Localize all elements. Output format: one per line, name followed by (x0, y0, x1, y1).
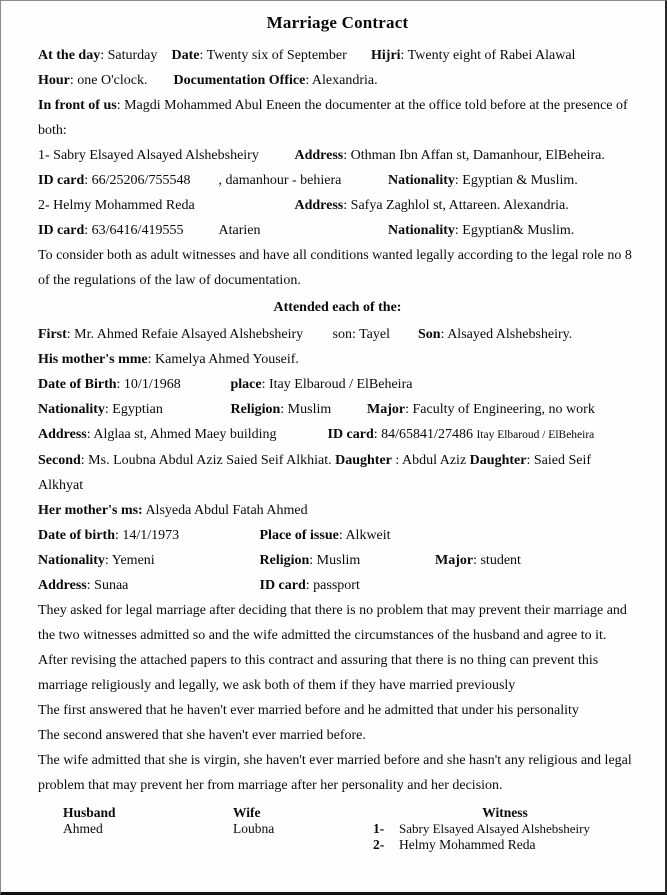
wife-mother-label: Her mother's ms: (38, 503, 143, 518)
witness2-nationality-field (388, 218, 574, 243)
husband-major-field (367, 397, 595, 422)
wife-signature-name: Loubna (233, 821, 275, 836)
wife-idcard-field (260, 573, 360, 598)
line-witness2-id (38, 218, 637, 243)
husband-idcard-extra: Itay Elbaroud / ElBeheira (476, 429, 595, 441)
line-wife-address (38, 573, 637, 598)
husband-nationality-value: : Egyptian (104, 402, 163, 417)
in-front-of-us-label: In front of us (38, 98, 117, 113)
witness2-idcard-label: ID card (38, 223, 85, 238)
husband-son-value: : Tayel (351, 327, 390, 342)
husband-idcard-field (328, 422, 595, 448)
at-the-day-value: : Saturday (100, 48, 158, 63)
witness2-nationality-label: Nationality (388, 223, 455, 238)
wife-daughter1-value: : Abdul Aziz (391, 453, 470, 468)
wife-major-value: : student (473, 553, 521, 568)
husband-son-label: son (332, 327, 352, 342)
clause-wife-admitted: The wife admitted that she is virgin, she haven't ever married before and she hasn't any religious and legal problem that may prevent her from marriage after her personality and her decision. (38, 753, 632, 793)
line-husband-mother (38, 347, 637, 372)
witness2-signature-name: Helmy Mohammed Reda (399, 837, 536, 852)
witness-clause-paragraph: To consider both as adult witnesses and have all conditions wanted legally according to the legal role no 8 of the regulations of the law of documentation. (38, 248, 632, 288)
line-hour-office (38, 68, 637, 93)
husband-signature-name: Ahmed (63, 821, 103, 836)
wife-address-value: : Sunaa (86, 578, 129, 593)
witness1-signature-row (373, 821, 637, 837)
witness2-nationality-value: : Egyptian& Muslim. (454, 223, 575, 238)
wife-second-label: Second (38, 453, 81, 468)
witness2-address-label: Address (294, 198, 344, 213)
line-husband-address (38, 422, 637, 448)
wife-idcard-value: : passport (305, 578, 360, 593)
wife-idcard-label: ID card (259, 578, 306, 593)
witness1-nationality-value: : Egyptian & Muslim. (454, 173, 578, 188)
husband-idcard-value: : 84/65841/27486 (373, 427, 477, 442)
witness2-signature-row (373, 837, 637, 853)
husband-place-label: place (230, 377, 262, 392)
husband-dob-label: Date of Birth (38, 377, 117, 392)
witness1-address-field (295, 143, 605, 168)
clause-second-answered: The second answered that she haven't ever married before. (38, 728, 366, 743)
wife-issue-value: : Alkweit (338, 528, 391, 543)
witness1-number: 1- (373, 821, 385, 836)
witness2-idcard-value: : 63/6416/419555 (84, 223, 184, 238)
husband-address-field (38, 422, 324, 447)
husband-dob-value: : 10/1/1968 (116, 377, 181, 392)
line-day-date-hijri (38, 43, 637, 68)
husband-dob-field (38, 372, 227, 397)
wife-dob-value: : 14/1/1973 (115, 528, 180, 543)
clause-first-answered: The first answered that he haven't ever married before and he admitted that under his personality (38, 703, 579, 718)
husband-religion-value: : Muslim (280, 402, 332, 417)
wife-signature-column (233, 805, 373, 853)
line-witness1-id (38, 168, 637, 193)
husband-first-field (38, 322, 329, 347)
witness2-number: 2- (373, 837, 385, 852)
hijri-field (371, 43, 575, 68)
witness2-idcard-field (38, 218, 215, 243)
witness2-address-field (295, 193, 569, 218)
husband-nationality-field (38, 397, 227, 422)
husband-religion-label: Religion (230, 402, 281, 417)
husband-mother-value: : Kamelya Ahmed Youseif. (147, 352, 299, 367)
wife-issue-field (260, 523, 391, 548)
attended-heading: Attended each of the: (273, 300, 402, 315)
witness1-address-label: Address (294, 148, 344, 163)
husband-nationality-label: Nationality (38, 402, 105, 417)
wife-religion-label: Religion (259, 553, 310, 568)
wife-dob-field (38, 523, 256, 548)
wife-address-label: Address (38, 578, 87, 593)
line-husband-first (38, 322, 637, 347)
witness1-name: 1- Sabry Elsayed Alsayed Alshebsheiry (38, 148, 259, 163)
wife-religion-field (260, 548, 432, 573)
witness2-name: 2- Helmy Mohammed Reda (38, 198, 195, 213)
wife-nationality-value: : Yemeni (104, 553, 155, 568)
wife-daughter2-label: Daughter (469, 453, 527, 468)
wife-signature-header: Wife (233, 805, 261, 820)
documentation-office-value: : Alexandria. (305, 73, 378, 88)
documentation-office-field (174, 68, 378, 93)
at-the-day-label: At the day (38, 48, 101, 63)
hour-field (38, 68, 170, 93)
witness1-nationality-field (388, 168, 578, 193)
husband-major-value: : Faculty of Engineering, no work (405, 402, 595, 417)
wife-dob-label: Date of birth (38, 528, 115, 543)
in-front-of-us-value: : Magdi Mohammed Abul Eneen the documenter at the office told before at the presence of both: (38, 98, 628, 138)
hijri-label: Hijri (371, 48, 401, 63)
clause-asked-for-marriage: They asked for legal marriage after deciding that there is no problem that may prevent their marriage and the two witnesses admitted so and the wife admitted the circumstances of the husband and agree to it. (38, 603, 627, 643)
husband-religion-field (231, 397, 364, 422)
husband-signature-column (63, 805, 233, 853)
in-front-of-us-paragraph (38, 93, 637, 143)
documentation-office-label: Documentation Office (173, 73, 306, 88)
husband-first-label: First (38, 327, 67, 342)
husband-idcard-label: ID card (327, 427, 374, 442)
line-witness1 (38, 143, 637, 168)
clause-revising-papers: After revising the attached papers to this contract and assuring that there is no thing can prevent this marriage religiously and legally, we ask both of them if they have married previously (38, 653, 599, 693)
husband-address-value: : Alglaa st, Ahmed Maey building (86, 427, 277, 442)
wife-religion-value: : Muslim (309, 553, 361, 568)
witness1-signature-name: Sabry Elsayed Alsayed Alshebsheiry (399, 821, 590, 836)
witness2-idcard-extra: Atarien (218, 223, 261, 238)
line-wife-nationality (38, 548, 637, 573)
date-field (172, 43, 368, 68)
witness-signature-header: Witness (482, 805, 528, 820)
line-witness2 (38, 193, 637, 218)
husband-place-field (231, 372, 413, 397)
witness1-nationality-label: Nationality (388, 173, 455, 188)
wife-major-label: Major (435, 553, 474, 568)
witness1-idcard-label: ID card (38, 173, 85, 188)
husband-son2-field (418, 322, 572, 347)
witness1-address-value: : Othman Ibn Affan st, Damanhour, ElBeheira. (343, 148, 605, 163)
wife-issue-label: Place of issue (259, 528, 339, 543)
husband-address-label: Address (38, 427, 87, 442)
husband-mother-label: His mother's mme (38, 352, 148, 367)
hour-value: : one O'clock. (69, 73, 148, 88)
witness1-idcard-value: : 66/25206/755548 (84, 173, 191, 188)
wife-address-field (38, 573, 256, 598)
wife-daughter1-label: Daughter (335, 453, 392, 468)
wife-mother-value: Alsyeda Abdul Fatah Ahmed (142, 503, 308, 518)
at-the-day-field (38, 43, 168, 68)
document-title: Marriage Contract (266, 13, 409, 32)
husband-son-field (333, 322, 415, 347)
hijri-value: : Twenty eight of Rabei Alawal (400, 48, 576, 63)
husband-son2-value: : Alsayed Alshebsheiry. (440, 327, 573, 342)
line-husband-nationality (38, 397, 637, 422)
husband-major-label: Major (367, 402, 406, 417)
wife-nationality-label: Nationality (38, 553, 105, 568)
wife-second-paragraph (38, 448, 637, 498)
witness1-idcard-field (38, 168, 215, 193)
husband-signature-header: Husband (63, 805, 116, 820)
wife-second-value: : Ms. Loubna Abdul Aziz Saied Seif Alkhiat. (80, 453, 336, 468)
wife-nationality-field (38, 548, 256, 573)
wife-major-field (435, 548, 521, 573)
wife-daughter2-value: : Saied Seif Alkhyat (38, 453, 591, 493)
husband-first-value: : Mr. Ahmed Refaie Alsayed Alshebsheiry (66, 327, 304, 342)
line-wife-mother (38, 498, 637, 523)
signature-section (38, 805, 637, 853)
witness1-idcard-extra: , damanhour - behiera (218, 173, 342, 188)
date-value: : Twenty six of September (199, 48, 347, 63)
date-label: Date (171, 48, 200, 63)
witness-signature-column (373, 805, 637, 853)
husband-place-value: : Itay Elbaroud / ElBeheira (261, 377, 413, 392)
line-wife-birth (38, 523, 637, 548)
line-husband-birth (38, 372, 637, 397)
witness2-address-value: : Safya Zaghlol st, Attareen. Alexandria. (343, 198, 569, 213)
husband-son2-label: Son (418, 327, 441, 342)
hour-label: Hour (38, 73, 70, 88)
